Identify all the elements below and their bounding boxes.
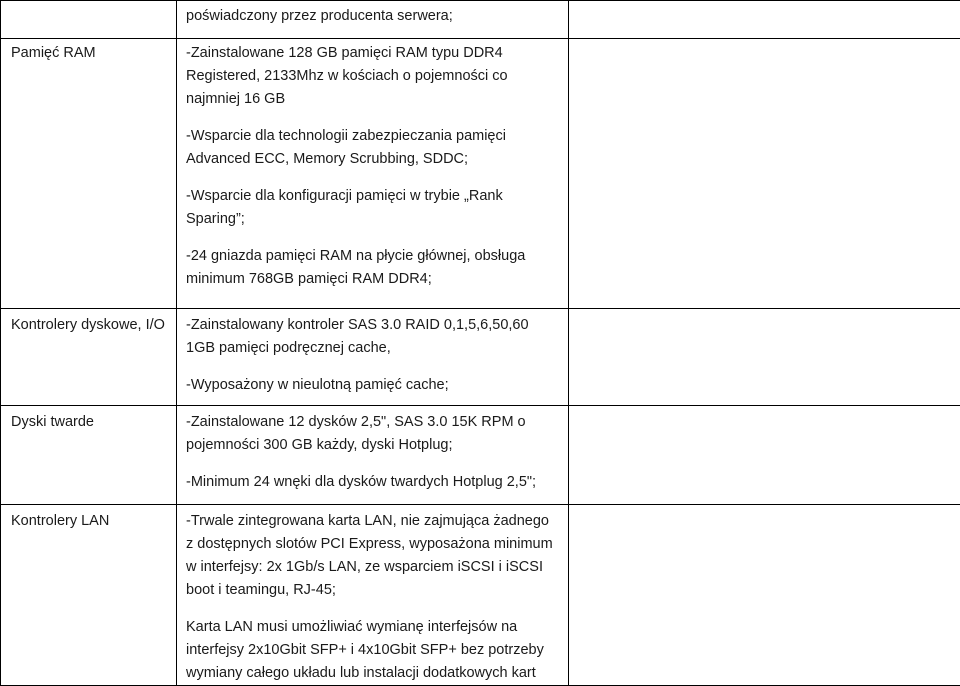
requirement-text: -24 gniazda pamięci RAM na płycie głównej, obsługa minimum 768GB pamięci RAM DDR4; [177,245,568,291]
requirements-cell [177,406,569,505]
requirement-text: -Minimum 24 wnęki dla dysków twardych Hotplug 2,5"; [177,471,568,494]
empty-cell [569,505,960,686]
component-name-cell [1,505,177,686]
table-row [1,1,960,39]
component-name-cell [1,39,177,309]
requirements-cell [177,39,569,309]
component-name-cell [1,406,177,505]
requirement-text: -Wsparcie dla technologii zabezpieczania pamięci Advanced ECC, Memory Scrubbing, SDDC; [177,125,568,171]
component-name: Kontrolery dyskowe, I/O [1,309,176,337]
table-row [1,309,960,406]
component-name: Pamięć RAM [1,39,176,65]
table-row [1,505,960,686]
empty-cell [569,406,960,505]
requirement-text: poświadczony przez producenta serwera; [177,1,568,28]
component-name [1,1,176,3]
requirement-text: -Zainstalowany kontroler SAS 3.0 RAID 0,1,5,6,50,60 1GB pamięci podręcznej cache, [177,309,568,360]
requirement-text: -Zainstalowane 12 dysków 2,5", SAS 3.0 15K RPM o pojemności 300 GB każdy, dyski Hotplug; [177,406,568,457]
component-name-cell [1,309,177,406]
requirements-cell [177,505,569,686]
component-name: Kontrolery LAN [1,505,176,533]
empty-cell [569,1,960,39]
requirements-cell [177,309,569,406]
empty-cell [569,39,960,309]
table-row [1,39,960,309]
requirements-cell [177,1,569,39]
component-name: Dyski twarde [1,406,176,434]
table-row [1,406,960,505]
requirement-text: -Trwale zintegrowana karta LAN, nie zajmująca żadnego z dostępnych slotów PCI Express, wyposażona minimum w interfejsy: 2x 1Gb/s LAN, ze wsparciem iSCSI i iSCSI boot i teamingu, RJ-45; [177,505,568,602]
requirement-text: Karta LAN musi umożliwiać wymianę interfejsów na interfejsy 2x10Gbit SFP+ i 4x10Gbit SFP+ bez potrzeby wymiany całego układu lub instalacji dodatkowych kart [177,616,568,685]
requirement-text: -Wsparcie dla konfiguracji pamięci w trybie „Rank Sparing”; [177,185,568,231]
component-name-cell [1,1,177,39]
empty-cell [569,309,960,406]
requirement-text: -Wyposażony w nieulotną pamięć cache; [177,374,568,397]
requirement-text: -Zainstalowane 128 GB pamięci RAM typu DDR4 Registered, 2133Mhz w kościach o pojemności co najmniej 16 GB [177,39,568,111]
